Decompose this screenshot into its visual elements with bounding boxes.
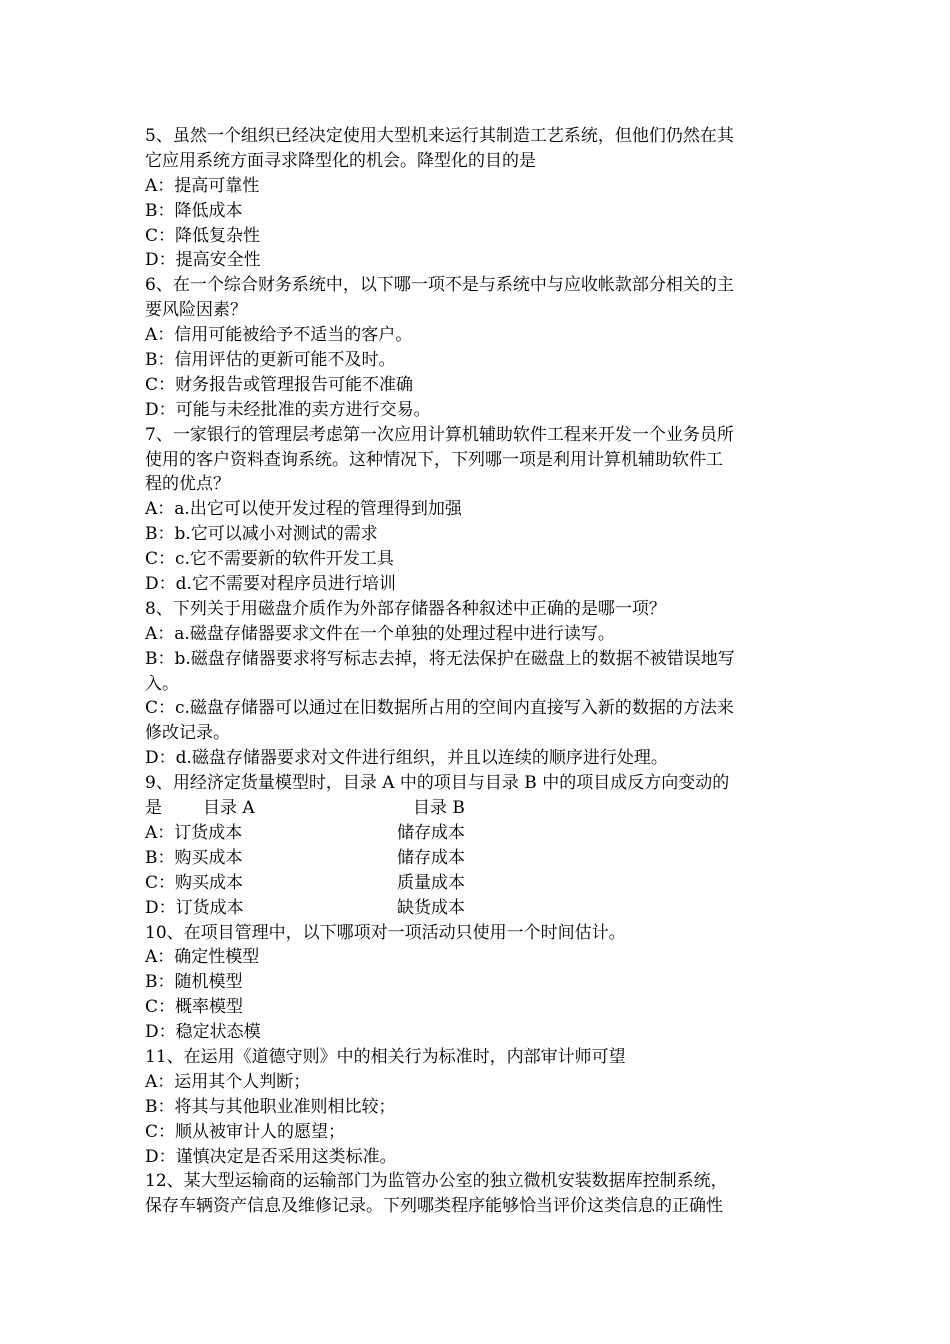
text-line: B：b.它可以减小对测试的需求: [145, 524, 378, 545]
text-line: B：b.磁盘存储器要求将写标志去掉，将无法保护在磁盘上的数据不被错误地写: [145, 648, 735, 669]
q9-header-lead: 是: [145, 798, 162, 819]
text-line: D：谨慎决定是否采用这类标准。: [145, 1146, 397, 1167]
text-line: B：降低成本: [145, 200, 243, 221]
text-line: 5、虽然一个组织已经决定使用大型机来运行其制造工艺系统，但他们仍然在其: [145, 126, 734, 146]
q9-option-catalog-b: 储存成本: [397, 822, 465, 843]
text-line: D：稳定状态模: [145, 1022, 261, 1043]
text-line: 8、下列关于用磁盘介质作为外部存储器各种叙述中正确的是哪一项？: [145, 598, 666, 619]
text-line: 要风险因素？: [145, 300, 247, 321]
text-line: C：概率模型: [145, 997, 244, 1018]
text-line: 7、一家银行的管理层考虑第一次应用计算机辅助软件工程来开发一个业务员所: [145, 424, 734, 445]
text-line: D：提高安全性: [145, 250, 261, 271]
q9-table-row: [145, 896, 810, 921]
text-line: A：确定性模型: [145, 947, 260, 968]
text-line: B：将其与其他职业准则相比较；: [145, 1096, 396, 1117]
text-line: C：顺从被审计人的愿望；: [145, 1121, 346, 1142]
text-line: A：信用可能被给予不适当的客户。: [145, 325, 413, 346]
q9-table-rows: [145, 821, 810, 921]
text-line: B：随机模型: [145, 972, 243, 993]
q9-table-header: [145, 796, 810, 821]
text-line: C：c.磁盘存储器可以通过在旧数据所占用的空间内直接写入新的数据的方法来: [145, 698, 734, 719]
q9-option-catalog-a: C：购买成本: [145, 872, 244, 893]
text-line: 9、用经济定货量模型时，目录 A 中的项目与目录 B 中的项目成反方向变动的: [145, 773, 730, 794]
text-line: A：运用其个人判断；: [145, 1071, 311, 1092]
text-line: A：a.出它可以使开发过程的管理得到加强: [145, 499, 462, 520]
q9-option-catalog-b: 储存成本: [397, 847, 465, 868]
text-line: C：降低复杂性: [145, 225, 261, 246]
q9-option-catalog-a: A：订货成本: [145, 822, 243, 843]
text-line: A：提高可靠性: [145, 175, 260, 196]
text-line: 使用的客户资料查询系统。这种情况下，下列哪一项是利用计算机辅助软件工: [145, 449, 723, 470]
text-line: 11、在运用《道德守则》中的相关行为标准时，内部审计师可望: [145, 1046, 626, 1067]
q9-option-catalog-b: 缺货成本: [397, 897, 465, 918]
text-line: D：可能与未经批准的卖方进行交易。: [145, 399, 431, 420]
text-line: 6、在一个综合财务系统中，以下哪一项不是与系统中与应收帐款部分相关的主: [145, 275, 734, 296]
text-line: C：财务报告或管理报告可能不准确: [145, 374, 414, 395]
text-line: D：d.它不需要对程序员进行培训: [145, 574, 396, 595]
q9-option-catalog-b: 质量成本: [397, 872, 465, 893]
text-line: 保存车辆资产信息及维修记录。下列哪类程序能够恰当评价这类信息的正确性: [145, 1196, 723, 1217]
text-line: B：信用评估的更新可能不及时。: [145, 350, 396, 371]
text-line: D：d.磁盘存储器要求对文件进行组织，并且以连续的顺序进行处理。: [145, 748, 668, 769]
text-line: 入。: [145, 673, 179, 694]
question-block-5-to-9: [145, 124, 810, 796]
q9-header-catalog-a: 目录 A: [203, 798, 255, 819]
text-line: 12、某大型运输商的运输部门为监管办公室的独立微机安装数据库控制系统，: [145, 1171, 728, 1192]
text-line: 程的优点？: [145, 474, 230, 495]
text-line: 10、在项目管理中，以下哪项对一项活动只使用一个时间估计。: [145, 922, 626, 943]
question-block-10-to-12: [145, 921, 810, 1220]
q9-header-catalog-b: 目录 B: [413, 798, 465, 819]
q9-option-catalog-a: B：购买成本: [145, 847, 243, 868]
text-line: 修改记录。: [145, 723, 230, 744]
q9-table-row: [145, 821, 810, 846]
text-line: A：a.磁盘存储器要求文件在一个单独的处理过程中进行读写。: [145, 623, 615, 644]
document-body: [145, 124, 810, 1219]
q9-table-row: [145, 846, 810, 871]
text-line: C：c.它不需要新的软件开发工具: [145, 549, 394, 570]
q9-option-catalog-a: D：订货成本: [145, 897, 244, 918]
text-line: 它应用系统方面寻求降型化的机会。降型化的目的是: [145, 150, 536, 171]
q9-table-row: [145, 871, 810, 896]
